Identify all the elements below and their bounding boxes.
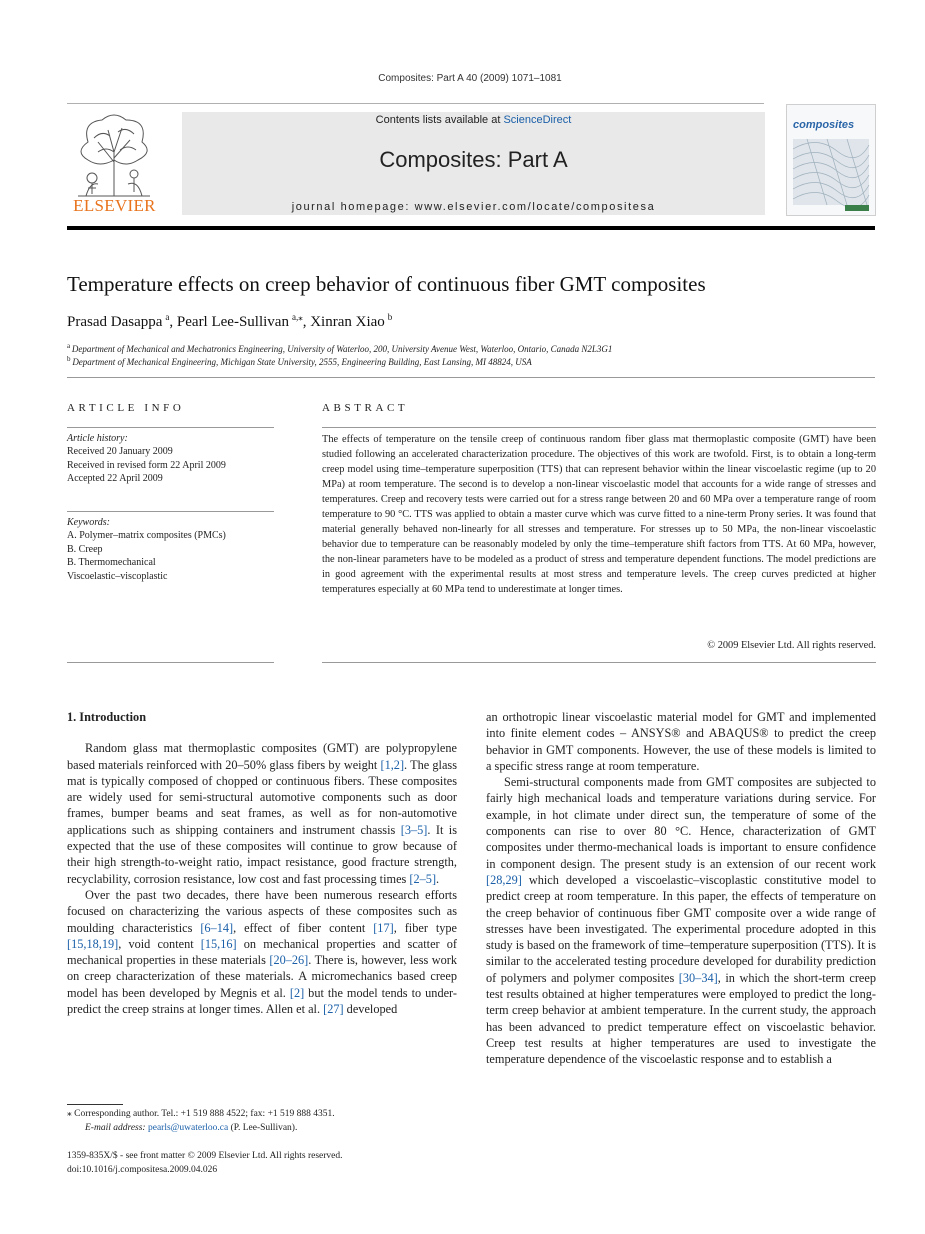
- body-left-column: [67, 709, 457, 1017]
- contents-line: [182, 114, 765, 126]
- author-name: Prasad Dasappa: [67, 314, 163, 330]
- citation-link[interactable]: [28,29]: [486, 872, 522, 887]
- citation-link[interactable]: [2]: [289, 985, 305, 1000]
- citation-link[interactable]: [15,16]: [200, 936, 237, 951]
- author-affiliation-mark: b: [387, 312, 393, 322]
- affiliation: [67, 342, 612, 354]
- affiliation-text: Department of Mechanical and Mechatronics Engineering, University of Waterloo, 200, University Avenue West, Waterloo, Ontario, Canada N2L3G1: [71, 344, 613, 354]
- affiliation-mark: b: [67, 355, 71, 363]
- email-suffix: (P. Lee-Sullivan).: [228, 1123, 298, 1133]
- article-info-heading: ARTICLE INFO: [67, 402, 185, 414]
- history-item: Received in revised form 22 April 2009: [67, 459, 226, 471]
- body-paragraph: an orthotropic linear viscoelastic material model for GMT and implemented into finite element codes – ANSYS® and ABAQUS® to predict the creep behavior in GMT components. However, the use of these models is limited to a specific stress range at room temperature.: [486, 710, 876, 773]
- article-title: Temperature effects on creep behavior of continuous fiber GMT composites: [67, 272, 706, 296]
- abstract-bottom-rule: [322, 662, 876, 663]
- keywords: [67, 516, 274, 583]
- keyword-item: A. Polymer–matrix composites (PMCs): [67, 530, 226, 542]
- section-rule: [67, 377, 875, 378]
- doi-line[interactable]: doi:10.1016/j.compositesa.2009.04.026: [67, 1165, 218, 1175]
- author-affiliation-mark: a,⁎: [291, 312, 303, 322]
- sciencedirect-link[interactable]: ScienceDirect: [503, 114, 572, 126]
- history-item: Received 20 January 2009: [67, 446, 173, 458]
- journal-homepage[interactable]: journal homepage: www.elsevier.com/locate/compositesa: [291, 201, 656, 213]
- abstract-text: The effects of temperature on the tensile creep of continuous random fiber glass mat thermoplastic composite (GMT) have been studied following an accelerated characterization procedure. The objectives of this work are twofold. First, is to obtain a long-term creep model using time–temperature superposition (TTS) that can represent behavior within the linear viscoelastic regime (up to 20 MPa) at room temperature. The second is to develop a non-linear viscoelastic model that accounts for a wide range of stresses and temperatures. Creep and recovery tests were carried out for a stress range between 20 and 60 MPa over a temperature range of room temperature to 90 °C. TTS was applied to obtain a master curve which was curve fitted to a nine-term Prony series. It was found that material generally behaved non-linearly for all stresses and temperature. For stresses up to 50 MPa, the non-linear viscoelastic behavior due to temperature can be reasonably modeled by only the time–temperature shift factors from TTS. At 60 MPa, however, the non-linear parameters have to be modeled as a product of stress and temperature dependent functions. The model predictions are in good agreement with the experimental results at most stress and temperature levels. The creep curves predicted at higher temperatures especially at 60 MPa tend to underestimate at longer times.: [322, 434, 876, 596]
- author-name: Pearl Lee-Sullivan: [176, 314, 289, 330]
- citation-link[interactable]: [27]: [323, 1002, 344, 1017]
- article-info-rule: [67, 427, 274, 428]
- keyword-item: Viscoelastic–viscoplastic: [67, 570, 168, 582]
- citation-link[interactable]: [15,18,19]: [67, 936, 119, 951]
- email-label: E-mail address:: [85, 1123, 148, 1133]
- abstract-copyright: © 2009 Elsevier Ltd. All rights reserved.: [707, 640, 876, 651]
- article-info-bottom-rule: [67, 662, 274, 663]
- affiliation: [67, 355, 532, 367]
- footnote-rule: [67, 1104, 123, 1105]
- section-heading: 1. Introduction: [67, 710, 147, 724]
- body-right-column: [486, 709, 876, 1068]
- keywords-label: Keywords:: [67, 517, 110, 528]
- keywords-rule: [67, 511, 274, 512]
- citation-link[interactable]: [1,2]: [380, 757, 405, 772]
- journal-name: Composites: Part A: [379, 147, 568, 172]
- author-name: Xinran Xiao: [310, 314, 385, 330]
- header-rule: [67, 103, 764, 104]
- cover-title: composites: [793, 119, 855, 131]
- abstract-heading: ABSTRACT: [322, 402, 409, 414]
- contents-prefix: Contents lists available at: [375, 114, 504, 126]
- corresponding-author-note: ⁎ Corresponding author. Tel.: +1 519 888 4522; fax: +1 519 888 4351.: [67, 1109, 335, 1119]
- header-thick-rule: [67, 226, 875, 230]
- author-affiliation-mark: a: [165, 312, 170, 322]
- citation-link[interactable]: [2–5]: [409, 871, 437, 886]
- email-line: [67, 1121, 467, 1135]
- abstract-rule: [322, 427, 876, 428]
- citation-link[interactable]: [6–14]: [200, 920, 234, 935]
- citation-link[interactable]: [30–34]: [678, 970, 718, 985]
- citation-link[interactable]: [3–5]: [400, 822, 428, 837]
- journal-cover: [786, 104, 876, 216]
- body-paragraph: Random glass mat thermoplastic composites (GMT) are polypropylene based materials reinforced with 20–50% glass fibers by weight [1,2]. The glass mat is typically composed of chopped or continuous fibers. These composites are widely used for semi-structural automotive components such as door frames, bumper beams and seat frames, as well as for non-automotive applications such as shipping containers and instrument chassis [3–5]. It is expected that the use of these composites will continue to grow because of their high strength-to-weight ratio, impact resistance, good fracture strength, recyclability, corrosion resistance, low cost and fast processing times [2–5].: [67, 741, 458, 886]
- running-head: Composites: Part A 40 (2009) 1071–1081: [378, 73, 562, 84]
- article-history-label: Article history:: [67, 433, 128, 444]
- issn-line: 1359-835X/$ - see front matter © 2009 Elsevier Ltd. All rights reserved.: [67, 1151, 343, 1161]
- elsevier-wordmark: ELSEVIER: [73, 196, 156, 215]
- front-matter: [67, 1149, 467, 1177]
- citation-link[interactable]: [20–26]: [269, 953, 309, 968]
- affiliation-text: Department of Mechanical Engineering, Michigan State University, 2555, Engineering Building, East Lansing, MI 48824, USA: [72, 357, 532, 367]
- history-item: Accepted 22 April 2009: [67, 473, 163, 485]
- author-list: Prasad Dasappa $^a$, Pearl Lee-Sullivan $^{a,⁎}$, Xinran Xiao $^b$: [67, 312, 393, 330]
- body-paragraph: Semi-structural components made from GMT composites are subjected to fairly high mechanical loads and temperature variations during service. For example, in hot climate under direct sun, the temperature of some of the components can rise to over 80 °C. Hence, characterization of GMT composites under thermo-mechanical loads is important to ensure confidence in component design. The present study is an extension of our recent work [28,29] which developed a viscoelastic–viscoplastic constitutive model to predict creep at room temperature. In this paper, the effects of temperature on the creep behavior of continuous fiber GMT composite over a wide range of stresses have been investigated. The experimental procedure adopted in this study is based on the framework of time–temperature superposition (TTS). It is similar to the accelerated testing procedure developed for durability prediction of polymers and polymer composites [30–34], in which the short-term creep test results obtained at higher temperatures were employed to predict the long-term creep behavior at ambient temperature. In the current study, the approach has been advanced to predict temperature effect on viscoelastic behavior. Creep test results at higher temperatures are used to investigate the temperature dependence of the viscoelastic response and to establish a: [486, 775, 876, 1067]
- affiliation-mark: a: [67, 342, 71, 350]
- article-history: [67, 432, 274, 486]
- body-paragraph: Over the past two decades, there have been numerous research efforts focused on characterizing the various aspects of these composites such as moulding characteristics [6–14], effect of fiber content [17], fiber type [15,18,19], void content [15,16] on mechanical properties and scatter of mechanical properties in these materials [20–26]. There is, however, less work on creep characterization of these materials. A micromechanics based creep model has been developed by Megnis et al. [2] but the model tends to under-predict the creep strains at longer times. Allen et al. [27] developed: [67, 887, 458, 1017]
- keyword-item: B. Creep: [67, 543, 103, 555]
- elsevier-tree-logo-icon: [68, 112, 160, 198]
- keyword-item: B. Thermomechanical: [67, 557, 156, 569]
- email-link[interactable]: pearls@uwaterloo.ca: [147, 1123, 229, 1133]
- footnote: [67, 1107, 467, 1135]
- citation-link[interactable]: [17]: [373, 920, 394, 935]
